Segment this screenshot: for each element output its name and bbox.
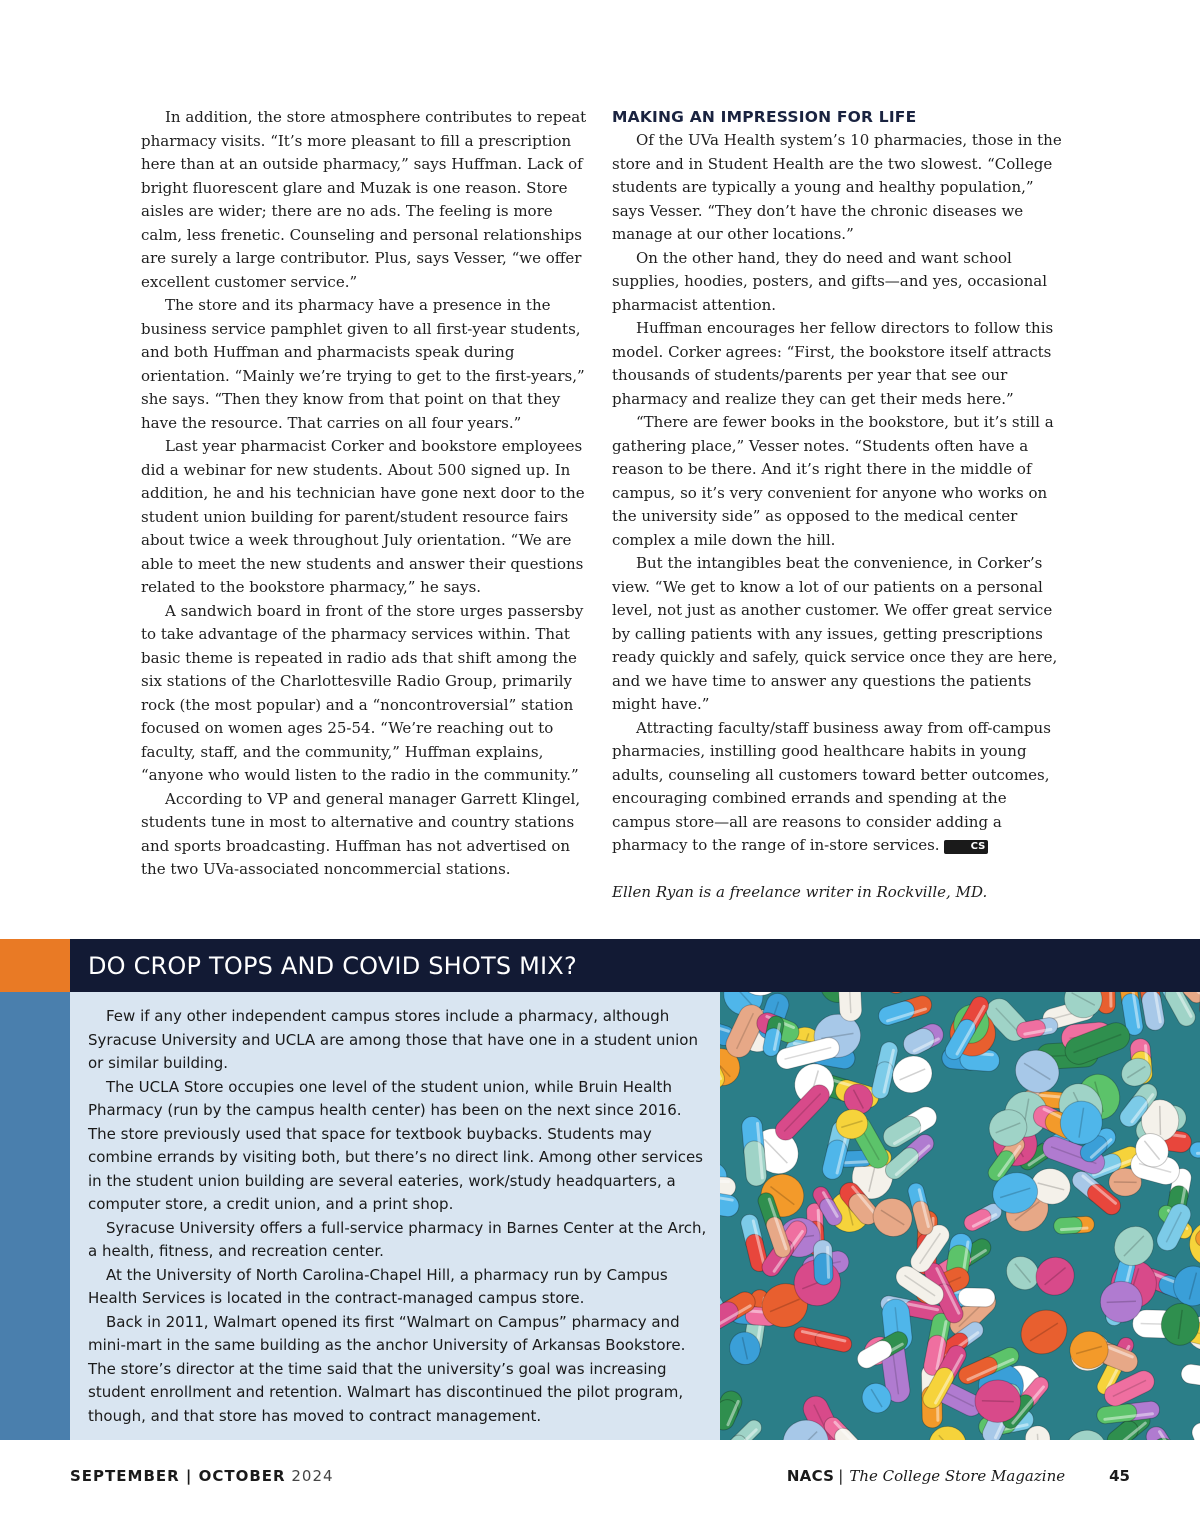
sidebar-title: DO CROP TOPS AND COVID SHOTS MIX? [88, 952, 577, 980]
article-left-column [141, 106, 591, 882]
author-byline: Ellen Ryan is a freelance writer in Rockville, MD. [612, 883, 988, 901]
article-paragraph: According to VP and general manager Garrett Klingel, students tune in most to alternative and country stations and sports broadcasting. Huffman has not advertised on the two UVa-associated noncommercial stations. [141, 789, 581, 878]
footer-magazine-title: The College Store Magazine [849, 1467, 1066, 1485]
article-paragraph: Huffman encourages her fellow directors to follow this model. Corker agrees: “First, the bookstore itself attracts thousands of students/parents per year that see our pharmacy and realize they can get their meds here.” [612, 319, 1054, 408]
article-paragraph: On the other hand, they do need and want school supplies, hoodies, posters, and gifts—and yes, occasional pharmacist attention. [612, 248, 1048, 314]
footer-org: NACS [786, 1467, 835, 1485]
article-right-column [612, 106, 1064, 905]
article-paragraph: “There are fewer books in the bookstore, but it’s still a gathering place,” Vesser notes. “Students often have a reason to be there. And it’s right there in the middle of campus, so it’s very convenient for anyone who works on the university side” as opposed to the medical center complex a mile down the hill. [612, 413, 1054, 549]
final-paragraph-text: Attracting faculty/staff business away from off-campus pharmacies, instilling good healthcare habits in young adults, counseling all customers toward better outcomes, encouraging combined errands and spending at the campus store—all are reasons to consider adding a pharmacy to the range of in-store services. [612, 718, 1051, 854]
sidebar-paragraph: The UCLA Store occupies one level of the student union, while Bruin Health Pharmacy (run by the campus health center) has been on the next since 2016. The store previously used that space for textbook buybacks. Students may combine errands by visiting both, but there’s no direct link. Among other services in the student union building are several eateries, work/study headquarters, a computer store, a credit union, and a print shop. [88, 1077, 703, 1213]
sidebar-body [70, 992, 720, 1440]
article-paragraph: Last year pharmacist Corker and bookstore employees did a webinar for new students. About 500 signed up. In addition, he and his technician have gone next door to the student union building for parent/student resource fairs about twice a week throughout July orientation. “We are able to meet the new students and answer their questions related to the bookstore pharmacy,” he says. [141, 437, 585, 596]
footer-publication [787, 1467, 1130, 1485]
page-number: 45 [1109, 1467, 1130, 1485]
footer-year: 2024 [291, 1467, 334, 1485]
sidebar-paragraph: Few if any other independent campus stores include a pharmacy, although Syracuse University and UCLA are among those that have one in a student union or similar building. [88, 1007, 698, 1072]
sidebar-paragraph: At the University of North Carolina-Chapel Hill, a pharmacy run by Campus Health Services is located in the contract-managed campus store. [88, 1265, 668, 1307]
sidebar-blue-accent [0, 992, 70, 1440]
footer-separator: | [838, 1467, 844, 1485]
section-heading: MAKING AN IMPRESSION FOR LIFE [612, 108, 917, 126]
pills-photo [720, 992, 1200, 1440]
sidebar-header [70, 939, 1200, 992]
sidebar-paragraph: Syracuse University offers a full-service pharmacy in Barnes Center at the Arch, a health, fitness, and recreation center. [88, 1218, 707, 1260]
sidebar-orange-accent [0, 939, 70, 992]
footer-issue-date [70, 1467, 334, 1485]
article-paragraph: But the intangibles beat the convenience, in Corker’s view. “We get to know a lot of our patients on a personal level, not just as another customer. We offer great service by calling patients with any issues, getting prescriptions ready quickly and safely, quick service once they are here, and we have time to answer any questions the patients might have.” [612, 554, 1058, 713]
article-final-paragraph [612, 717, 1064, 858]
sidebar-text [88, 1005, 710, 1428]
article-paragraph: In addition, the store atmosphere contributes to repeat pharmacy visits. “It’s more pleasant to fill a prescription here than at an outside pharmacy,” says Huffman. Lack of bright fluorescent glare and Muzak is one reason. Store aisles are wider; there are no ads. The feeling is more calm, less frenetic. Counseling and personal relationships are surely a large contributor. Plus, says Vesser, “we offer excellent customer service.” [141, 108, 587, 291]
pills-image-icon [720, 992, 1200, 1440]
footer-month: SEPTEMBER | OCTOBER [70, 1467, 286, 1485]
article-paragraph: The store and its pharmacy have a presence in the business service pamphlet given to all first-year students, and both Huffman and pharmacists speak during orientation. “Mainly we’re trying to get to the first-years,” she says. “Then they know from that point on that they have the resource. That carries on all four years.” [141, 296, 585, 432]
cs-end-mark-icon: CS [944, 840, 989, 854]
article-paragraph: Of the UVa Health system’s 10 pharmacies, those in the store and in Student Health are the two slowest. “College students are typically a young and healthy population,” says Vesser. “They don’t have the chronic diseases we manage at our other locations.” [612, 131, 1062, 243]
article-paragraph: A sandwich board in front of the store urges passersby to take advantage of the pharmacy services within. That basic theme is repeated in radio ads that shift among the six stations of the Charlottesville Radio Group, primarily rock (the most popular) and a “noncontroversial” station focused on women ages 25-54. “We’re reaching out to faculty, staff, and the community,” Huffman explains, “anyone who would listen to the radio in the community.” [141, 601, 584, 784]
sidebar-paragraph: Back in 2011, Walmart opened its first “Walmart on Campus” pharmacy and mini-mart in the same building as the anchor University of Arkansas Bookstore. The store’s director at the time said that the university’s goal was increasing student enrollment and retention. Walmart has discontinued the pilot program, though, and that store has moved to contract management. [88, 1312, 686, 1425]
